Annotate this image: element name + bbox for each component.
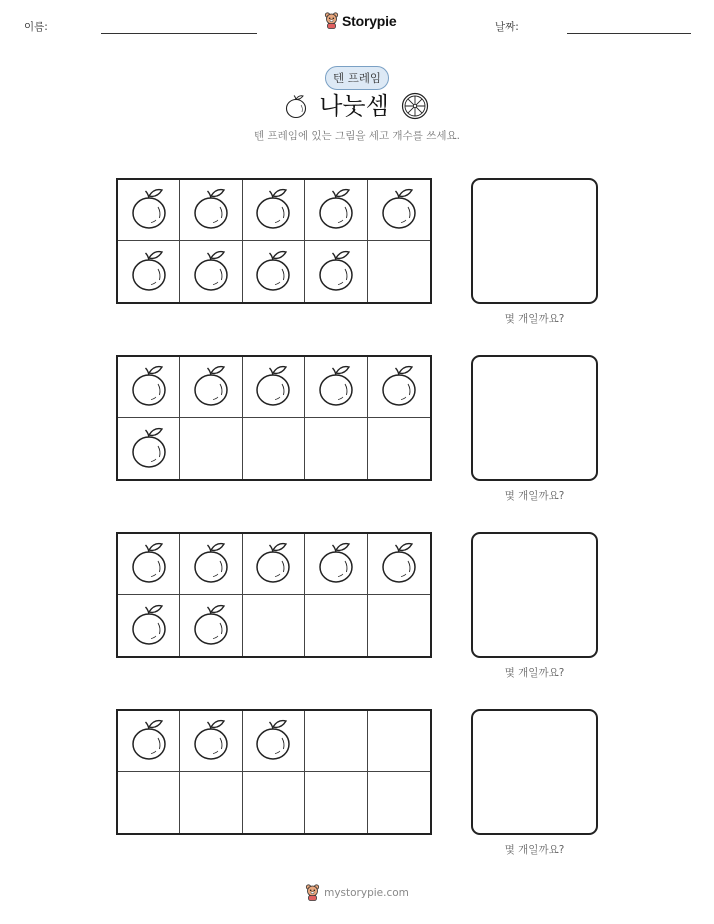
ten-frame-cell: [368, 772, 430, 833]
ten-frame-cell: [368, 418, 430, 479]
date-label: 날짜:: [495, 21, 519, 33]
orange-icon: [254, 362, 292, 412]
ten-frame-cell: [305, 357, 367, 418]
instruction-text: 텐 프레임에 있는 그림을 세고 개수를 쓰세요.: [254, 130, 460, 142]
ten-frame-cell: [180, 534, 242, 595]
question-label: 몇 개일까요?: [504, 490, 565, 502]
ten-frame-cell: [243, 711, 305, 772]
ten-frame-cell: [180, 357, 242, 418]
footer: [0, 884, 714, 901]
ten-frame-cell: [118, 357, 180, 418]
orange-icon: [254, 247, 292, 297]
ten-frame-cell: [180, 241, 242, 302]
question-label: 몇 개일까요?: [504, 313, 565, 325]
name-line[interactable]: [101, 33, 257, 34]
ten-frame-cell: [368, 241, 430, 302]
orange-icon: [317, 539, 355, 589]
orange-icon: [192, 247, 230, 297]
answer-box[interactable]: [471, 355, 598, 481]
question-label: 몇 개일까요?: [504, 667, 565, 679]
ten-frame-cell: [118, 180, 180, 241]
ten-frame: [116, 532, 432, 658]
ten-frame-cell: [180, 180, 242, 241]
storypie-bear-icon: [324, 12, 339, 29]
ten-frame-cell: [368, 180, 430, 241]
orange-icon: [192, 539, 230, 589]
ten-frame-cell: [180, 418, 242, 479]
storypie-bear-icon: [305, 884, 320, 901]
ten-frame-cell: [305, 772, 367, 833]
ten-frame-cell: [305, 595, 367, 656]
ten-frame-cell: [118, 418, 180, 479]
ten-frame-cell: [243, 595, 305, 656]
orange-icon: [380, 185, 418, 235]
ten-frame-cell: [305, 711, 367, 772]
orange-slice-icon: [401, 92, 429, 120]
orange-icon: [130, 185, 168, 235]
ten-frame-cell: [243, 534, 305, 595]
brand-name: Storypie: [342, 12, 397, 29]
ten-frame-cell: [118, 534, 180, 595]
orange-icon: [130, 716, 168, 766]
answer-box[interactable]: [471, 178, 598, 304]
ten-frame-cell: [305, 534, 367, 595]
ten-frame-cell: [180, 595, 242, 656]
name-label: 이름:: [24, 21, 48, 33]
ten-frame-cell: [243, 180, 305, 241]
ten-frame: [116, 178, 432, 304]
ten-frame-cell: [118, 595, 180, 656]
ten-frame-cell: [243, 357, 305, 418]
ten-frame: [116, 709, 432, 835]
ten-frame-cell: [118, 241, 180, 302]
page-title: 나눗셈: [319, 92, 389, 120]
orange-icon: [285, 93, 307, 119]
question-label: 몇 개일까요?: [504, 844, 565, 856]
orange-icon: [254, 716, 292, 766]
answer-box[interactable]: [471, 532, 598, 658]
orange-icon: [254, 185, 292, 235]
ten-frame-cell: [180, 711, 242, 772]
orange-icon: [192, 185, 230, 235]
ten-frame-cell: [368, 711, 430, 772]
orange-icon: [130, 539, 168, 589]
ten-frame-cell: [243, 241, 305, 302]
footer-url[interactable]: mystorypie.com: [324, 886, 409, 899]
ten-frame-cell: [368, 595, 430, 656]
ten-frame-cell: [243, 418, 305, 479]
date-line[interactable]: [567, 33, 691, 34]
orange-icon: [380, 539, 418, 589]
orange-icon: [130, 362, 168, 412]
orange-icon: [192, 601, 230, 651]
orange-icon: [130, 601, 168, 651]
ten-frame-cell: [305, 418, 367, 479]
orange-icon: [130, 247, 168, 297]
orange-icon: [130, 424, 168, 474]
category-badge: 텐 프레임: [325, 66, 389, 90]
orange-icon: [317, 362, 355, 412]
answer-box[interactable]: [471, 709, 598, 835]
storypie-logo: [324, 12, 396, 29]
orange-icon: [192, 716, 230, 766]
orange-icon: [317, 185, 355, 235]
orange-icon: [380, 362, 418, 412]
ten-frame-cell: [118, 711, 180, 772]
ten-frame-cell: [368, 534, 430, 595]
ten-frame-cell: [180, 772, 242, 833]
ten-frame-cell: [305, 241, 367, 302]
ten-frame-cell: [368, 357, 430, 418]
ten-frame-cell: [305, 180, 367, 241]
orange-icon: [317, 247, 355, 297]
ten-frame-cell: [118, 772, 180, 833]
orange-icon: [254, 539, 292, 589]
ten-frame: [116, 355, 432, 481]
title-row: [0, 92, 714, 120]
orange-icon: [192, 362, 230, 412]
ten-frame-cell: [243, 772, 305, 833]
